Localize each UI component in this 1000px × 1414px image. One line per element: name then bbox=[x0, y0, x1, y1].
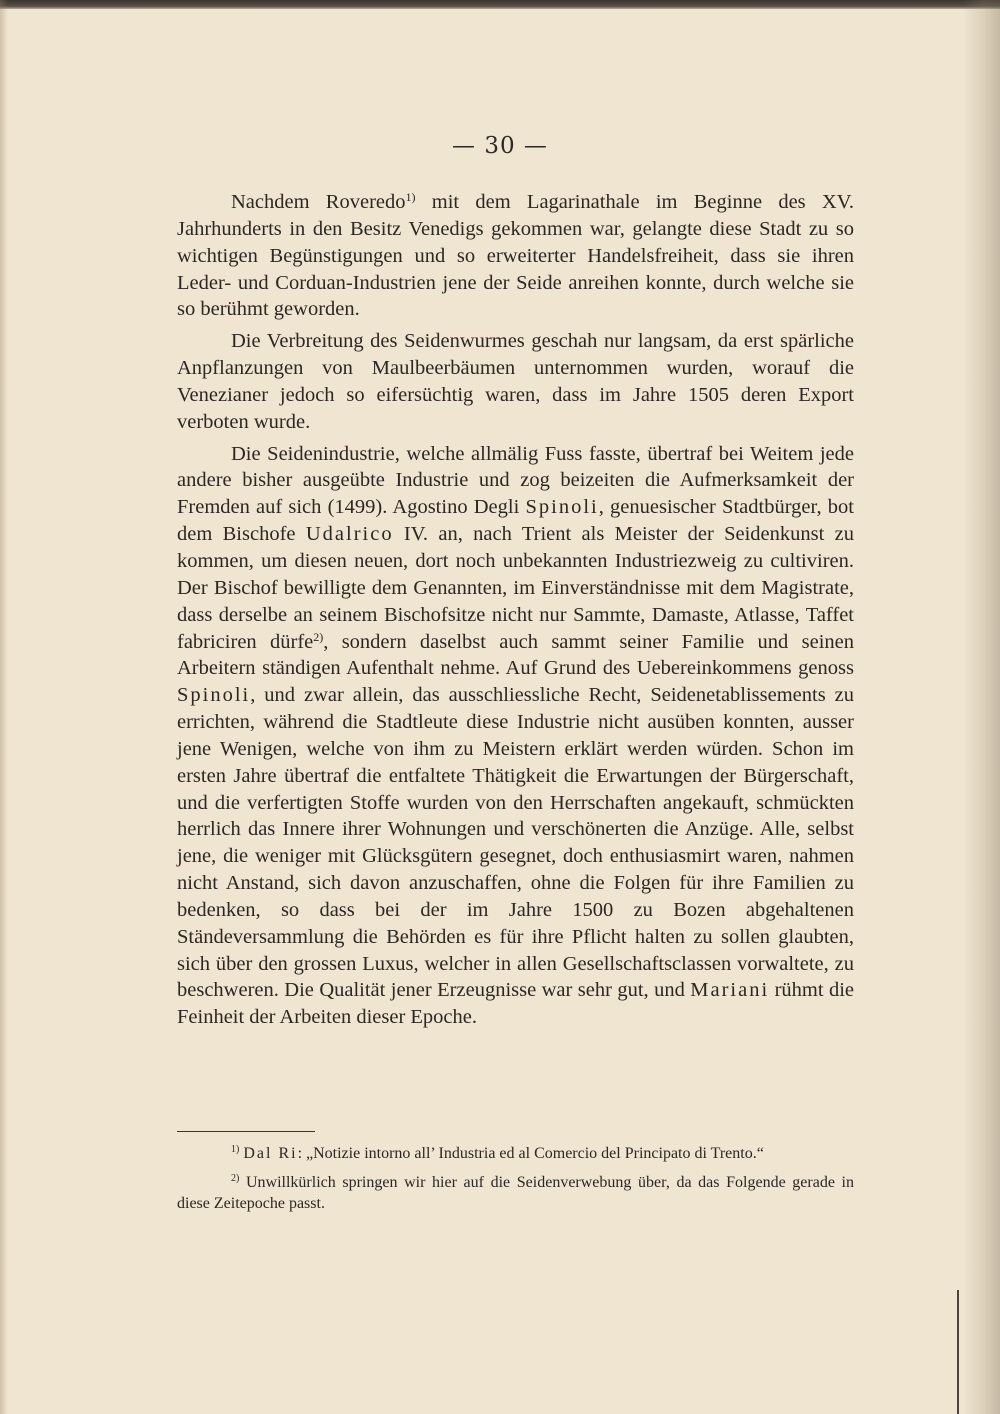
person-name: Mariani bbox=[690, 979, 770, 1002]
footnote-divider bbox=[177, 1131, 315, 1132]
footnote-ref-2: 2) bbox=[313, 629, 324, 644]
footnote-ref-1: 1) bbox=[405, 190, 416, 204]
paragraph-2: Die Verbreitung des Seidenwurmes geschah nur langsam, da erst spärliche Anpflanzungen von Maulbeerbäumen unternommen wurden, worauf die Venezianer jedoch so eifersüchtig waren, dass im Jahre 1505 deren Export verboten wurde. bbox=[177, 330, 854, 433]
person-name: Udalrico bbox=[305, 523, 394, 546]
footnote-2: $^{2)}$ Unwillkürlich springen wir hier auf die Seidenverwebung über, da das Folgende gerade in diese Zeitepoche passt. bbox=[177, 1173, 854, 1212]
footnote-1: $^{1)}$ Dal Ri: „Notizie intorno all’ Industria ed al Comercio del Principato di Trento.“ bbox=[231, 1144, 764, 1162]
paragraph-1: Nachdem Roveredo$^{1)}$ mit dem Lagarinathale im Beginne des XV. Jahrhunderts in den Besitz Venedigs gekommen war, gelangte diese Stadt zu so wichtigen Begünstigungen und so erweiterter Handelsfreiheit, dass sie ihren Leder- und Corduan-Industrien jene der Seide anreihen konnte, durch welche sie so berühmt geworden. bbox=[177, 190, 855, 321]
person-name: Spinoli bbox=[525, 496, 599, 519]
scan-right-mark bbox=[957, 1290, 959, 1414]
scan-left-shadow bbox=[0, 0, 8, 1414]
paragraph-3: Die Seidenindustrie, welche allmälig Fuss fasste, übertraf bei Weitem jede andere bisher ausgeübte Industrie und zog beizeiten die Aufmerksamkeit der Fremden auf sich (1499). Agostino Degli Spinoli, genuesischer Stadtbürger, bot dem Bischofe Udalrico IV. an, nach Trient als Meister der Seidenkunst zu kommen, um diesen neuen, dort noch unbekannten Industriezweig zu cultiviren. Der Bischof bewilligte dem Genannten, im Einverständnisse mit dem Magistrate, dass derselbe an seinem Bischofsitze nicht nur Sammte, Damaste, Atlasse, Taffet fabriciren dürfe$^{2)}$, sondern daselbst auch sammt seiner Familie und seinen Arbeitern ständigen Aufenthalt nehme. Auf Grund des Uebereinkommens genoss Spinoli, und zwar allein, das ausschliessliche Recht, Seidenetablissements zu errichten, während die Stadtleute diese Industrie nicht ausüben konnten, ausser jene Wenigen, welche von ihm zu Meistern erklärt werden würden. Schon im ersten Jahre übertraf die entfaltete Thätigkeit die Erwartungen der Bürgerschaft, und die verfertigten Stoffe wurden von den Herrschaften angekauft, schmückten herrlich das Innere ihrer Wohnungen und verschönerten die Anzüge. Alle, selbst jene, die weniger mit Glücksgütern gesegnet, doch enthusiasmirt waren, nahmen nicht Anstand, sich davon anzuschaffen, ohne die Folgen für ihre Familien zu bedenken, so dass bei der im Jahre 1500 zu Bozen abgehaltenen Ständeversammlung die Behörden es für ihre Pflicht halten zu sollen glaubten, sich über den grossen Luxus, welcher in allen Gesellschaftsclassen vorwaltete, zu beschweren. Die Qualität jener Erzeugnisse war sehr gut, und Mariani rühmt die Feinheit der Arbeiten dieser Epoche. bbox=[177, 442, 855, 1029]
body-text bbox=[177, 189, 854, 1036]
page-number: — 30 — bbox=[452, 133, 548, 159]
person-name: Spinoli bbox=[177, 684, 251, 707]
footnotes bbox=[177, 1143, 854, 1222]
scan-right-edge bbox=[962, 0, 1000, 1414]
cited-author: Dal Ri bbox=[243, 1145, 298, 1162]
scan-top-edge bbox=[0, 0, 1000, 9]
